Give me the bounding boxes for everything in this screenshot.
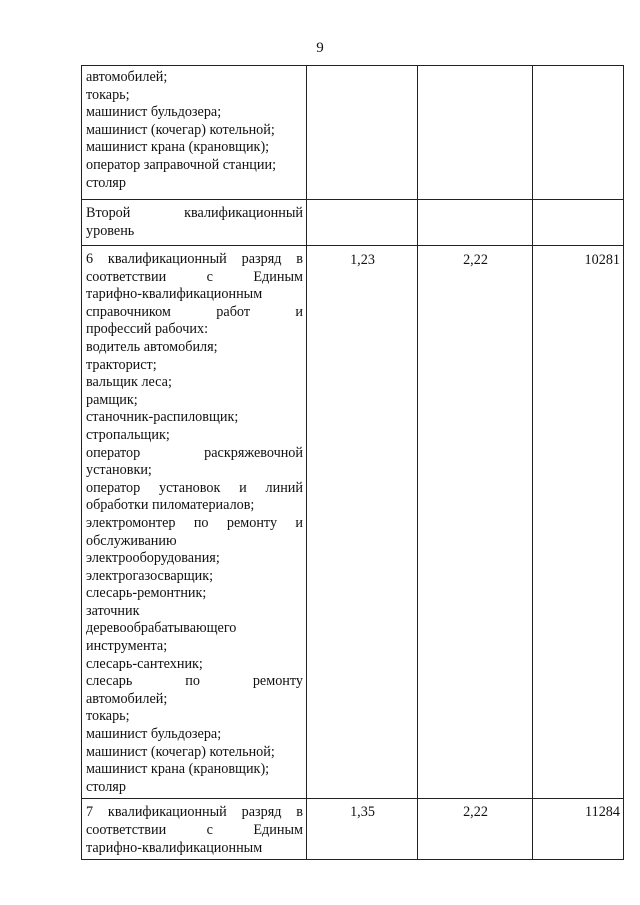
coefficient-cell: [418, 66, 533, 200]
text-line: машинист бульдозера;: [86, 104, 222, 121]
text-line: уровень: [86, 222, 135, 239]
text-line: инструмента;: [86, 638, 168, 655]
word: квалификационный: [184, 205, 303, 221]
text-line: обработки пиломатериалов;: [86, 497, 255, 514]
text-line: [86, 804, 303, 822]
text-line: установки;: [86, 462, 152, 479]
word: работ: [216, 303, 251, 320]
text-line: [86, 251, 303, 269]
text-line: станочник-распиловщик;: [86, 409, 239, 426]
word: по: [185, 673, 200, 690]
text-line: деревообрабатывающего: [86, 620, 237, 637]
text-line: столяр: [86, 778, 126, 795]
profession-cell: [82, 246, 307, 799]
text-line: [86, 515, 303, 533]
text-line: машинист (кочегар) котельной;: [86, 743, 275, 760]
word: с: [206, 268, 213, 285]
text-line: столяр: [86, 174, 126, 191]
page-number: 9: [316, 40, 324, 56]
profession-cell: [82, 799, 307, 860]
text-line: тарифно-квалификационным: [86, 286, 263, 303]
text-line: машинист крана (крановщик);: [86, 139, 270, 156]
table-row: [82, 66, 624, 200]
word: ремонту: [252, 673, 303, 690]
text-line: машинист бульдозера;: [86, 726, 222, 743]
word: Единым: [253, 822, 303, 838]
word: соответствии: [86, 268, 167, 285]
salary-cell: 10281: [533, 246, 624, 799]
text-line: профессий рабочих:: [86, 321, 209, 338]
table-row: [82, 200, 624, 246]
word: по: [193, 514, 209, 531]
text-line: [86, 822, 303, 840]
text-line: рамщик;: [86, 391, 138, 408]
text-line: машинист крана (крановщик);: [86, 761, 270, 778]
word: установок: [159, 479, 221, 496]
text-line: заточник: [86, 602, 140, 619]
profession-cell: [82, 66, 307, 200]
word: Второй: [86, 205, 131, 221]
word: слесарь: [86, 673, 133, 690]
word: и: [239, 479, 247, 496]
text-line: [86, 480, 303, 498]
word: соответствии: [86, 822, 167, 838]
table-row: [82, 799, 624, 860]
word: квалификационный: [107, 804, 227, 821]
word: с: [206, 822, 213, 838]
text-line: тарифно-квалификационным: [86, 839, 263, 856]
coefficient-cell: 2,22: [418, 799, 533, 860]
text-line: токарь;: [86, 86, 130, 103]
text-line: водитель автомобиля;: [86, 338, 218, 355]
word: справочником: [86, 303, 171, 320]
text-line: обслуживанию: [86, 532, 177, 549]
level-cell: [82, 200, 307, 246]
coefficient-cell: [307, 66, 418, 200]
word: 7: [86, 804, 94, 821]
coefficient-cell: 1,23: [307, 246, 418, 799]
word: раскряжевочной: [204, 444, 303, 461]
word: разряд: [241, 251, 282, 267]
coefficient-cell: [418, 200, 533, 246]
salary-cell: [533, 200, 624, 246]
text-line: стропальщик;: [86, 426, 170, 443]
coefficient-cell: [307, 200, 418, 246]
salary-cell: [533, 66, 624, 200]
text-line: токарь;: [86, 708, 130, 725]
text-line: [86, 205, 303, 223]
table-row: [82, 246, 624, 799]
text-line: [86, 445, 303, 463]
word: в: [296, 251, 303, 267]
word: и: [295, 514, 303, 531]
coefficient-cell: 1,35: [307, 799, 418, 860]
qualification-table: [81, 65, 624, 860]
text-line: [86, 304, 303, 322]
word: оператор: [86, 479, 141, 496]
text-line: автомобилей;: [86, 690, 168, 707]
text-line: машинист (кочегар) котельной;: [86, 121, 275, 138]
text-line: [86, 269, 303, 287]
text-line: оператор заправочной станции;: [86, 156, 277, 173]
salary-cell: 11284: [533, 799, 624, 860]
text-line: электрооборудования;: [86, 550, 220, 567]
text-line: [86, 673, 303, 691]
text-line: тракторист;: [86, 356, 157, 373]
word: и: [295, 303, 303, 320]
text-line: автомобилей;: [86, 69, 168, 85]
word: оператор: [86, 444, 141, 461]
word: ремонту: [226, 514, 278, 531]
word: разряд: [241, 804, 282, 821]
text-line: слесарь-сантехник;: [86, 655, 203, 672]
word: Единым: [253, 268, 303, 285]
word: электромонтер: [86, 514, 176, 531]
word: 6: [86, 251, 94, 267]
word: квалификационный: [107, 251, 227, 267]
text-line: слесарь-ремонтник;: [86, 585, 207, 602]
word: линий: [265, 479, 303, 496]
coefficient-cell: 2,22: [418, 246, 533, 799]
word: в: [296, 804, 303, 821]
text-line: вальщик леса;: [86, 374, 172, 391]
text-line: электрогазосварщик;: [86, 567, 214, 584]
